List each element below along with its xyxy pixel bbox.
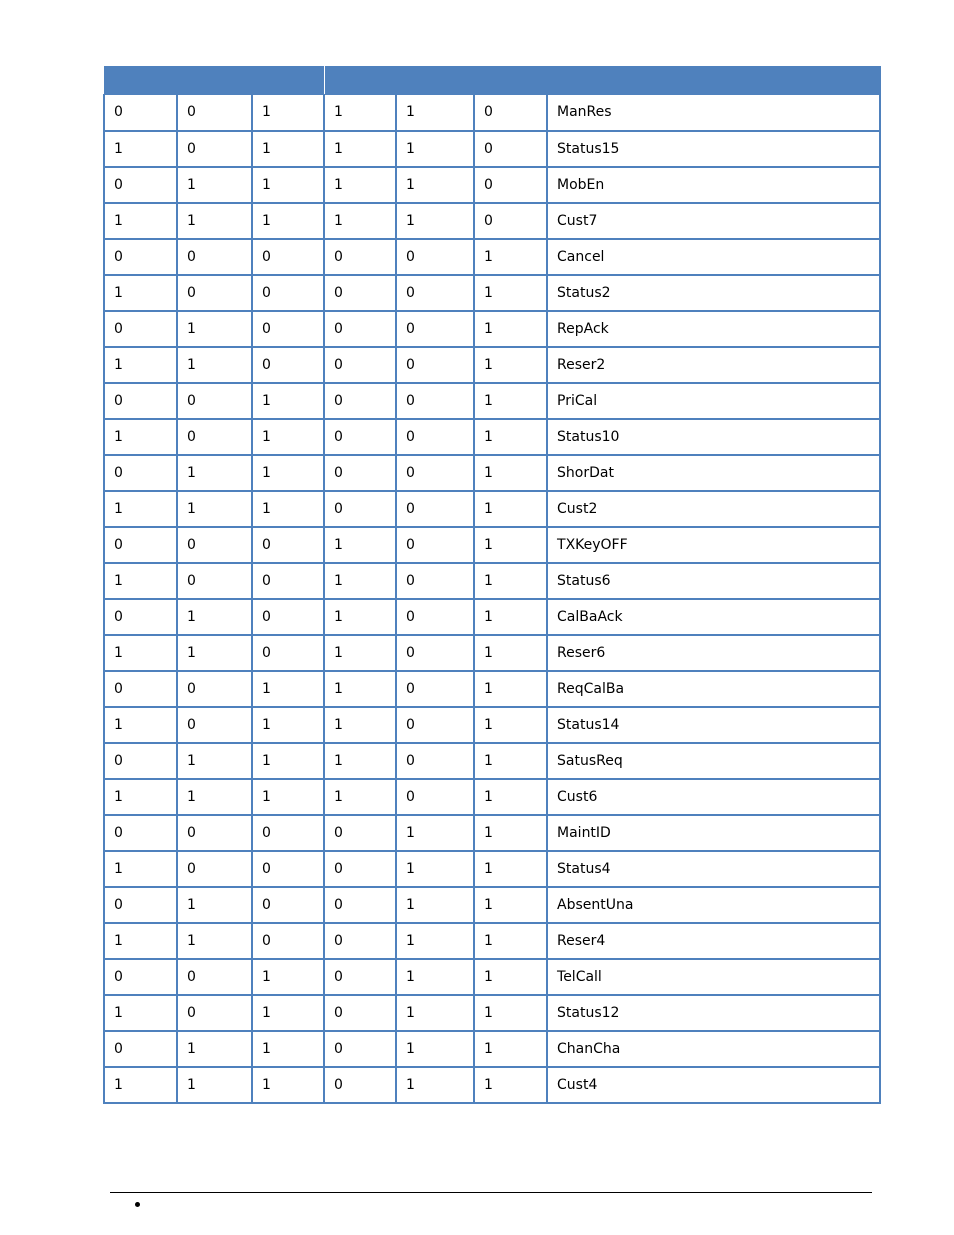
bit-cell: 0 bbox=[324, 347, 396, 383]
bit-cell: 0 bbox=[104, 167, 177, 203]
bit-cell: 1 bbox=[252, 959, 324, 995]
bit-cell: 1 bbox=[324, 671, 396, 707]
bit-cell: 1 bbox=[396, 167, 474, 203]
bit-cell: 0 bbox=[396, 239, 474, 275]
bit-cell: 1 bbox=[252, 995, 324, 1031]
table-row bbox=[104, 635, 880, 671]
name-cell: ChanCha bbox=[547, 1031, 880, 1067]
bit-cell: 1 bbox=[474, 743, 547, 779]
bit-cell: 0 bbox=[324, 491, 396, 527]
bit-cell: 0 bbox=[177, 671, 252, 707]
bit-cell: 1 bbox=[396, 1031, 474, 1067]
bit-cell: 1 bbox=[474, 275, 547, 311]
bit-cell: 1 bbox=[474, 599, 547, 635]
bit-cell: 1 bbox=[396, 959, 474, 995]
name-cell: CalBaAck bbox=[547, 599, 880, 635]
bit-cell: 1 bbox=[396, 1067, 474, 1103]
bit-cell: 1 bbox=[396, 95, 474, 131]
bit-cell: 1 bbox=[474, 383, 547, 419]
bit-cell: 1 bbox=[104, 275, 177, 311]
bit-cell: 1 bbox=[324, 563, 396, 599]
bit-cell: 1 bbox=[252, 419, 324, 455]
name-cell: Status2 bbox=[547, 275, 880, 311]
bit-cell: 1 bbox=[252, 131, 324, 167]
header-cell-right bbox=[324, 67, 880, 95]
bit-cell: 1 bbox=[177, 1067, 252, 1103]
bit-cell: 0 bbox=[396, 743, 474, 779]
bit-cell: 1 bbox=[104, 347, 177, 383]
bit-cell: 0 bbox=[324, 275, 396, 311]
name-cell: Cust7 bbox=[547, 203, 880, 239]
bit-cell: 0 bbox=[396, 383, 474, 419]
bit-cell: 1 bbox=[104, 131, 177, 167]
bit-cell: 1 bbox=[396, 203, 474, 239]
table-row bbox=[104, 815, 880, 851]
bit-cell: 1 bbox=[396, 887, 474, 923]
bit-cell: 1 bbox=[177, 1031, 252, 1067]
bit-cell: 0 bbox=[324, 815, 396, 851]
table-row bbox=[104, 311, 880, 347]
footer-bullet-icon bbox=[135, 1202, 140, 1207]
name-cell: Status10 bbox=[547, 419, 880, 455]
bit-cell: 1 bbox=[396, 131, 474, 167]
bit-cell: 0 bbox=[396, 527, 474, 563]
bit-cell: 1 bbox=[104, 923, 177, 959]
bit-cell: 1 bbox=[474, 563, 547, 599]
footer-divider bbox=[110, 1192, 872, 1193]
bit-cell: 1 bbox=[396, 851, 474, 887]
bit-cell: 0 bbox=[396, 599, 474, 635]
table-row bbox=[104, 239, 880, 275]
bit-cell: 1 bbox=[396, 923, 474, 959]
bit-cell: 0 bbox=[252, 563, 324, 599]
bit-cell: 1 bbox=[324, 743, 396, 779]
bit-cell: 0 bbox=[104, 239, 177, 275]
bit-cell: 0 bbox=[177, 851, 252, 887]
name-cell: TXKeyOFF bbox=[547, 527, 880, 563]
bit-cell: 0 bbox=[252, 851, 324, 887]
bit-cell: 1 bbox=[324, 707, 396, 743]
bit-cell: 1 bbox=[396, 815, 474, 851]
bit-cell: 0 bbox=[252, 239, 324, 275]
bit-cell: 1 bbox=[474, 815, 547, 851]
name-cell: ShorDat bbox=[547, 455, 880, 491]
bit-cell: 1 bbox=[177, 167, 252, 203]
bit-cell: 0 bbox=[252, 527, 324, 563]
bit-cell: 1 bbox=[474, 887, 547, 923]
bit-cell: 1 bbox=[177, 311, 252, 347]
bit-cell: 1 bbox=[474, 239, 547, 275]
bit-cell: 0 bbox=[177, 563, 252, 599]
bit-cell: 1 bbox=[252, 671, 324, 707]
table-row bbox=[104, 167, 880, 203]
bit-cell: 0 bbox=[396, 419, 474, 455]
bit-cell: 1 bbox=[324, 779, 396, 815]
code-table bbox=[103, 66, 881, 1104]
bit-cell: 1 bbox=[474, 311, 547, 347]
bit-cell: 1 bbox=[474, 995, 547, 1031]
bit-cell: 0 bbox=[104, 959, 177, 995]
bit-cell: 1 bbox=[104, 707, 177, 743]
bit-cell: 0 bbox=[396, 275, 474, 311]
bit-cell: 0 bbox=[177, 419, 252, 455]
bit-cell: 0 bbox=[324, 311, 396, 347]
bit-cell: 1 bbox=[396, 995, 474, 1031]
bit-cell: 0 bbox=[252, 815, 324, 851]
bit-cell: 0 bbox=[324, 239, 396, 275]
bit-cell: 0 bbox=[177, 383, 252, 419]
bit-cell: 0 bbox=[104, 383, 177, 419]
bit-cell: 1 bbox=[104, 491, 177, 527]
bit-cell: 0 bbox=[104, 815, 177, 851]
name-cell: Reser6 bbox=[547, 635, 880, 671]
bit-cell: 0 bbox=[104, 743, 177, 779]
bit-cell: 0 bbox=[324, 995, 396, 1031]
bit-cell: 0 bbox=[396, 779, 474, 815]
name-cell: Status6 bbox=[547, 563, 880, 599]
bit-cell: 0 bbox=[104, 311, 177, 347]
bit-cell: 0 bbox=[324, 419, 396, 455]
bit-cell: 0 bbox=[252, 347, 324, 383]
name-cell: ReqCalBa bbox=[547, 671, 880, 707]
table-row bbox=[104, 203, 880, 239]
table-row bbox=[104, 419, 880, 455]
bit-cell: 1 bbox=[252, 167, 324, 203]
bit-cell: 0 bbox=[324, 1067, 396, 1103]
bit-cell: 0 bbox=[104, 527, 177, 563]
bit-cell: 0 bbox=[324, 455, 396, 491]
bit-cell: 1 bbox=[474, 959, 547, 995]
bit-cell: 0 bbox=[324, 383, 396, 419]
bit-cell: 1 bbox=[474, 779, 547, 815]
bit-cell: 1 bbox=[324, 167, 396, 203]
bit-cell: 0 bbox=[324, 959, 396, 995]
bit-cell: 1 bbox=[177, 887, 252, 923]
bit-cell: 1 bbox=[177, 743, 252, 779]
table-row bbox=[104, 491, 880, 527]
bit-cell: 0 bbox=[396, 671, 474, 707]
bit-cell: 1 bbox=[474, 635, 547, 671]
table-row bbox=[104, 563, 880, 599]
bit-cell: 1 bbox=[104, 203, 177, 239]
bit-cell: 1 bbox=[324, 131, 396, 167]
bit-cell: 0 bbox=[252, 635, 324, 671]
bit-cell: 0 bbox=[177, 527, 252, 563]
table-row bbox=[104, 131, 880, 167]
table-row bbox=[104, 923, 880, 959]
bit-cell: 0 bbox=[177, 995, 252, 1031]
bit-cell: 1 bbox=[474, 851, 547, 887]
table-row bbox=[104, 1067, 880, 1103]
bit-cell: 0 bbox=[104, 887, 177, 923]
bit-cell: 0 bbox=[177, 239, 252, 275]
table-row bbox=[104, 1031, 880, 1067]
name-cell: Cust2 bbox=[547, 491, 880, 527]
bit-cell: 1 bbox=[104, 995, 177, 1031]
bit-cell: 1 bbox=[104, 563, 177, 599]
table-row bbox=[104, 599, 880, 635]
bit-cell: 1 bbox=[252, 491, 324, 527]
bit-cell: 1 bbox=[252, 707, 324, 743]
bit-cell: 1 bbox=[252, 203, 324, 239]
bit-cell: 1 bbox=[252, 1067, 324, 1103]
bit-cell: 0 bbox=[324, 1031, 396, 1067]
bit-cell: 1 bbox=[324, 203, 396, 239]
bit-cell: 1 bbox=[474, 1031, 547, 1067]
bit-cell: 0 bbox=[396, 635, 474, 671]
bit-cell: 1 bbox=[177, 455, 252, 491]
bit-cell: 0 bbox=[396, 563, 474, 599]
bit-cell: 1 bbox=[474, 491, 547, 527]
bit-cell: 0 bbox=[252, 275, 324, 311]
table-header bbox=[104, 67, 880, 95]
bit-cell: 1 bbox=[177, 347, 252, 383]
table-row bbox=[104, 347, 880, 383]
name-cell: SatusReq bbox=[547, 743, 880, 779]
bit-cell: 0 bbox=[104, 1031, 177, 1067]
bit-cell: 0 bbox=[104, 671, 177, 707]
bit-cell: 1 bbox=[324, 527, 396, 563]
bit-cell: 0 bbox=[396, 491, 474, 527]
bit-cell: 1 bbox=[252, 383, 324, 419]
bit-cell: 1 bbox=[252, 455, 324, 491]
table-row bbox=[104, 671, 880, 707]
bit-cell: 1 bbox=[177, 203, 252, 239]
bit-cell: 0 bbox=[474, 167, 547, 203]
bit-cell: 0 bbox=[177, 815, 252, 851]
bit-cell: 0 bbox=[252, 923, 324, 959]
table-row bbox=[104, 743, 880, 779]
bit-cell: 0 bbox=[177, 131, 252, 167]
bit-cell: 1 bbox=[252, 779, 324, 815]
name-cell: MaintID bbox=[547, 815, 880, 851]
name-cell: AbsentUna bbox=[547, 887, 880, 923]
name-cell: Cancel bbox=[547, 239, 880, 275]
name-cell: MobEn bbox=[547, 167, 880, 203]
table-row bbox=[104, 95, 880, 131]
bit-cell: 1 bbox=[104, 1067, 177, 1103]
table-row bbox=[104, 959, 880, 995]
bit-cell: 1 bbox=[177, 923, 252, 959]
bit-cell: 1 bbox=[324, 95, 396, 131]
bit-cell: 1 bbox=[474, 419, 547, 455]
bit-cell: 1 bbox=[177, 635, 252, 671]
table-row bbox=[104, 887, 880, 923]
bit-cell: 1 bbox=[474, 1067, 547, 1103]
bit-cell: 0 bbox=[324, 851, 396, 887]
name-cell: PriCal bbox=[547, 383, 880, 419]
bit-cell: 0 bbox=[177, 95, 252, 131]
bit-cell: 1 bbox=[177, 491, 252, 527]
bit-cell: 0 bbox=[396, 311, 474, 347]
name-cell: Status15 bbox=[547, 131, 880, 167]
bit-cell: 0 bbox=[396, 455, 474, 491]
bit-cell: 1 bbox=[474, 455, 547, 491]
table-row bbox=[104, 275, 880, 311]
name-cell: Reser4 bbox=[547, 923, 880, 959]
bit-cell: 0 bbox=[252, 599, 324, 635]
table-row bbox=[104, 455, 880, 491]
name-cell: Reser2 bbox=[547, 347, 880, 383]
bit-cell: 0 bbox=[396, 347, 474, 383]
table-body bbox=[104, 95, 880, 1103]
table-row bbox=[104, 527, 880, 563]
bit-cell: 1 bbox=[177, 599, 252, 635]
name-cell: Status12 bbox=[547, 995, 880, 1031]
bit-cell: 0 bbox=[474, 95, 547, 131]
bit-cell: 1 bbox=[474, 707, 547, 743]
table-row bbox=[104, 779, 880, 815]
bit-cell: 1 bbox=[104, 851, 177, 887]
bit-cell: 1 bbox=[104, 419, 177, 455]
bit-cell: 0 bbox=[324, 923, 396, 959]
bit-cell: 1 bbox=[474, 347, 547, 383]
bit-cell: 1 bbox=[177, 779, 252, 815]
name-cell: ManRes bbox=[547, 95, 880, 131]
bit-cell: 1 bbox=[324, 599, 396, 635]
table-row bbox=[104, 995, 880, 1031]
name-cell: RepAck bbox=[547, 311, 880, 347]
bit-cell: 1 bbox=[104, 635, 177, 671]
bit-cell: 0 bbox=[104, 599, 177, 635]
bit-cell: 0 bbox=[252, 311, 324, 347]
bit-cell: 0 bbox=[177, 959, 252, 995]
bit-cell: 0 bbox=[104, 455, 177, 491]
header-cell-left bbox=[104, 67, 324, 95]
table-row bbox=[104, 851, 880, 887]
bit-cell: 1 bbox=[104, 779, 177, 815]
bit-cell: 1 bbox=[474, 671, 547, 707]
bit-cell: 0 bbox=[104, 95, 177, 131]
table-row bbox=[104, 383, 880, 419]
bit-cell: 0 bbox=[324, 887, 396, 923]
bit-cell: 0 bbox=[252, 887, 324, 923]
bit-cell: 0 bbox=[474, 131, 547, 167]
bit-cell: 1 bbox=[474, 923, 547, 959]
bit-cell: 1 bbox=[324, 635, 396, 671]
bit-cell: 0 bbox=[177, 275, 252, 311]
name-cell: Cust6 bbox=[547, 779, 880, 815]
bit-cell: 0 bbox=[177, 707, 252, 743]
name-cell: Status4 bbox=[547, 851, 880, 887]
bit-cell: 1 bbox=[252, 743, 324, 779]
table-row bbox=[104, 707, 880, 743]
name-cell: Cust4 bbox=[547, 1067, 880, 1103]
bit-cell: 1 bbox=[252, 95, 324, 131]
header-row bbox=[104, 67, 880, 95]
name-cell: Status14 bbox=[547, 707, 880, 743]
bit-cell: 1 bbox=[474, 527, 547, 563]
bit-cell: 0 bbox=[396, 707, 474, 743]
name-cell: TelCall bbox=[547, 959, 880, 995]
bit-cell: 1 bbox=[252, 1031, 324, 1067]
bit-cell: 0 bbox=[474, 203, 547, 239]
